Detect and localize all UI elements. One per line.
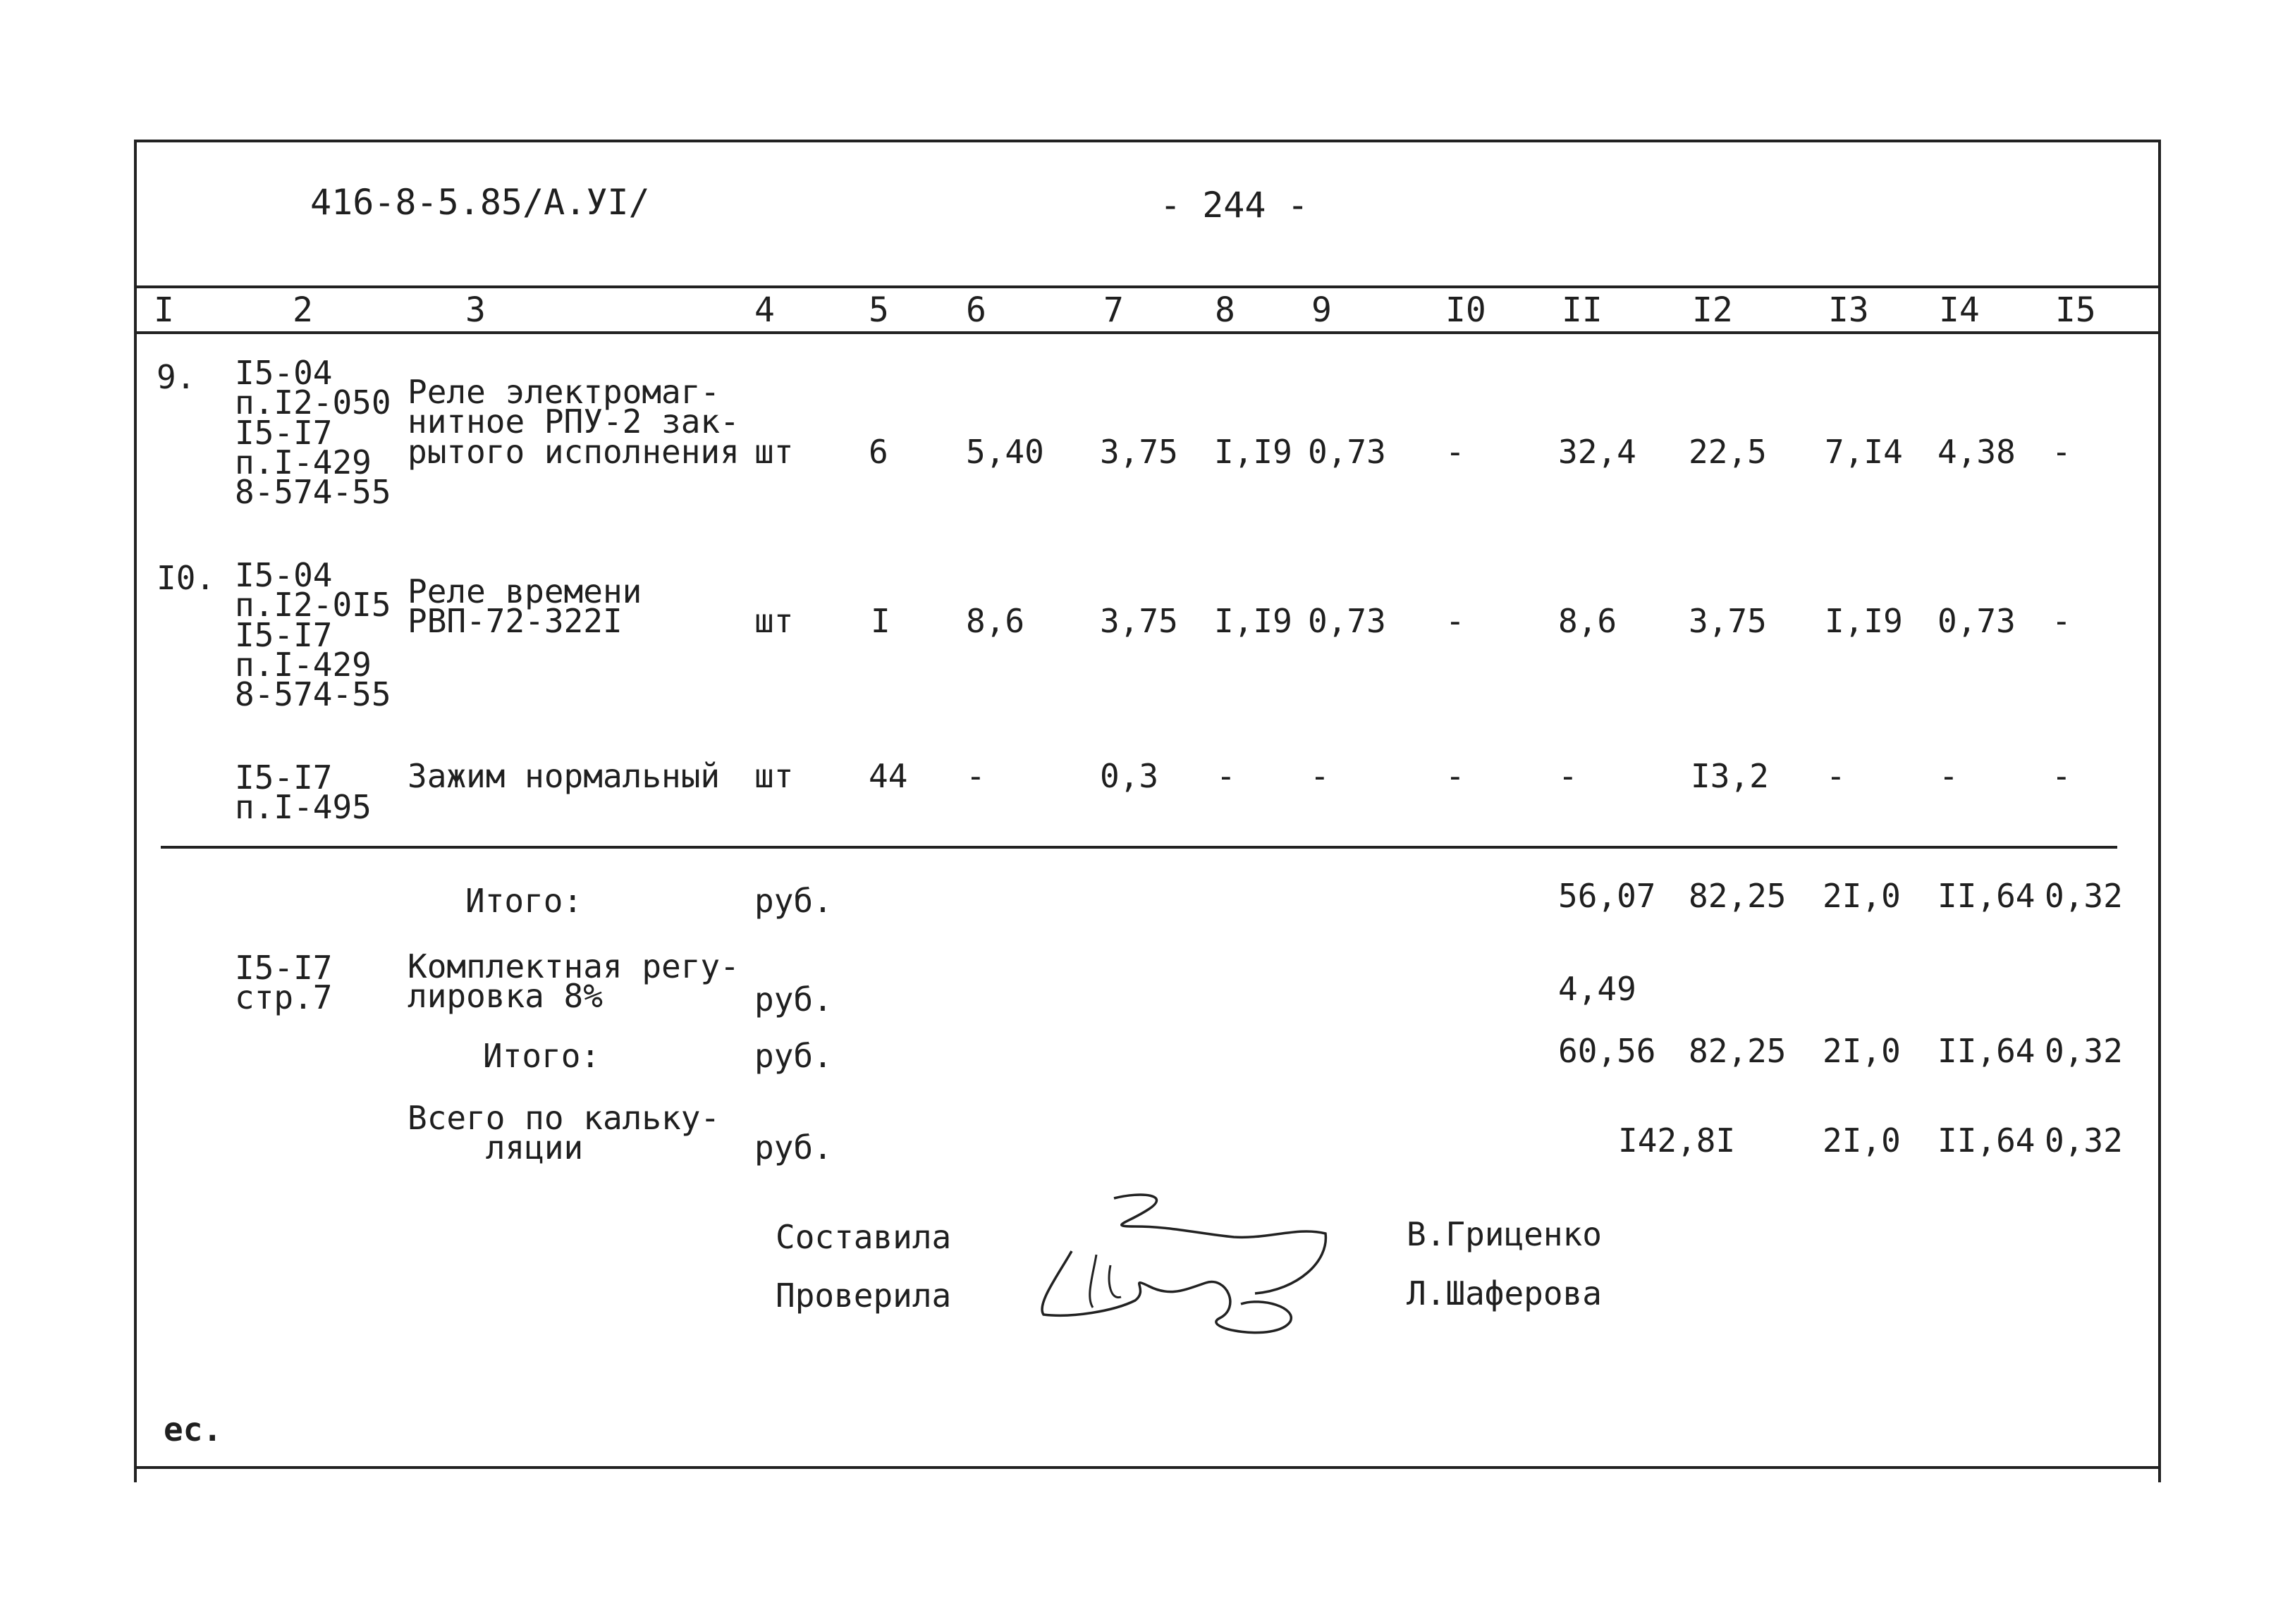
row-9-unit: шт — [754, 433, 794, 471]
row-10-col9: 0,73 — [1308, 602, 1386, 640]
row-9-col9: 0,73 — [1308, 433, 1386, 471]
row-9-name: Реле электромаг- нитное РПУ-2 зак- рытого исполнения — [408, 373, 740, 471]
itogo-1-col11: 56,07 — [1558, 877, 1656, 915]
row-10-col8: I,I9 — [1214, 602, 1292, 640]
row-10-name: Реле времени РВП-72-322I — [408, 572, 642, 641]
itogo-2-col11: 60,56 — [1558, 1032, 1656, 1070]
row-10-qty: I — [871, 602, 890, 640]
regulation-unit: руб. — [754, 980, 833, 1019]
row-10-col15: - — [2052, 602, 2071, 640]
document-code: 416-8-5.85/А.УI/ — [310, 182, 650, 223]
row-9-col15: - — [2052, 433, 2071, 471]
row-9-col7: 3,75 — [1100, 433, 1178, 471]
column-number-15: I5 — [2055, 290, 2096, 330]
row-10-col11: 8,6 — [1558, 602, 1617, 640]
itogo-1-col13: 2I,0 — [1823, 877, 1901, 915]
checked-by-label: Проверила — [776, 1277, 952, 1315]
row-9-col14: 4,38 — [1937, 433, 2016, 471]
row-10-col13: I,I9 — [1825, 602, 1903, 640]
row-clamp-code: I5-I7 п.I-495 — [235, 758, 372, 827]
column-number-13: I3 — [1828, 290, 1869, 330]
row-clamp-qty: 44 — [869, 757, 908, 795]
grand-total-col14: II,64 — [1937, 1121, 2035, 1159]
column-number-6: 6 — [966, 290, 986, 330]
itogo-2-label: Итого: — [483, 1037, 601, 1075]
column-number-1: I — [154, 290, 174, 330]
row-9-qty: 6 — [869, 433, 888, 471]
regulation-label: Комплектная регу- лировка 8% — [408, 947, 740, 1016]
row-9-code: I5-04 п.I2-050 I5-I7 п.I-429 8-574-55 — [235, 354, 391, 512]
row-clamp-col6: - — [966, 757, 986, 795]
grand-total-col11-12: I42,8I — [1618, 1121, 1736, 1159]
grand-total-col13: 2I,0 — [1823, 1121, 1901, 1159]
column-number-3: 3 — [465, 290, 486, 330]
itogo-2-col14: II,64 — [1937, 1032, 2035, 1070]
frame-top-line — [134, 140, 2161, 142]
checked-by-name: Л.Шаферова — [1407, 1274, 1602, 1312]
row-clamp-col13: - — [1826, 757, 1846, 795]
row-10-col7: 3,75 — [1100, 602, 1178, 640]
grand-total-col15: 0,32 — [2045, 1121, 2123, 1159]
row-9-col10: - — [1445, 433, 1465, 471]
column-number-11: II — [1562, 290, 1603, 330]
row-clamp-name: Зажим нормальный — [408, 757, 721, 795]
compiled-by-label: Составила — [776, 1218, 952, 1256]
itogo-2-col13: 2I,0 — [1823, 1032, 1901, 1070]
itogo-2-col15: 0,32 — [2045, 1032, 2123, 1070]
grand-total-unit: руб. — [754, 1128, 833, 1167]
column-number-2: 2 — [293, 290, 313, 330]
row-10-col12: 3,75 — [1689, 602, 1767, 640]
frame-bottom-line — [134, 1466, 2161, 1469]
page-number: - 244 - — [1160, 185, 1309, 226]
row-9-col12: 22,5 — [1689, 433, 1767, 471]
itogo-2-unit: руб. — [754, 1037, 833, 1075]
row-10-number: I0. — [157, 559, 216, 597]
column-number-5: 5 — [869, 290, 889, 330]
column-number-7: 7 — [1103, 290, 1124, 330]
column-number-12: I2 — [1692, 290, 1733, 330]
column-number-4: 4 — [754, 290, 775, 330]
itogo-1-col12: 82,25 — [1689, 877, 1787, 915]
row-10-code: I5-04 п.I2-0I5 I5-I7 п.I-429 8-574-55 — [235, 556, 391, 714]
frame-right-line — [2158, 140, 2161, 1482]
frame-left-line — [134, 140, 137, 1482]
row-9-col11: 32,4 — [1558, 433, 1636, 471]
row-clamp-col12: I3,2 — [1691, 757, 1769, 795]
footer-mark: ес. — [164, 1410, 223, 1448]
row-10-col10: - — [1445, 602, 1465, 640]
totals-separator-line — [161, 846, 2117, 849]
itogo-1-col14: II,64 — [1937, 877, 2035, 915]
compiled-by-name: В.Гриценко — [1407, 1215, 1602, 1253]
itogo-1-col15: 0,32 — [2045, 877, 2123, 915]
row-10-col14: 0,73 — [1937, 602, 2016, 640]
grand-total-label: Всего по кальку- ляции — [408, 1099, 721, 1167]
row-10-unit: шт — [754, 602, 794, 640]
column-number-8: 8 — [1215, 290, 1235, 330]
row-9-col8: I,I9 — [1214, 433, 1292, 471]
row-clamp-unit: шт — [754, 757, 794, 795]
itogo-2-col12: 82,25 — [1689, 1032, 1787, 1070]
itogo-1-label: Итого: — [465, 882, 583, 920]
handwritten-signature — [1029, 1184, 1340, 1346]
row-clamp-col14: - — [1939, 757, 1959, 795]
row-clamp-col9: - — [1310, 757, 1330, 795]
row-9-col13: 7,I4 — [1825, 433, 1903, 471]
column-header-bottom-line — [134, 331, 2161, 334]
row-clamp-col10: - — [1445, 757, 1465, 795]
row-clamp-col15: - — [2052, 757, 2071, 795]
itogo-1-unit: руб. — [754, 882, 833, 920]
column-number-9: 9 — [1311, 290, 1332, 330]
row-9-number: 9. — [157, 358, 196, 396]
column-header-top-line — [134, 285, 2161, 288]
column-number-10: I0 — [1445, 290, 1486, 330]
row-clamp-col7: 0,3 — [1100, 757, 1159, 795]
regulation-code: I5-I7 стр.7 — [235, 949, 333, 1017]
row-9-col6: 5,40 — [966, 433, 1044, 471]
row-10-col6: 8,6 — [966, 602, 1025, 640]
row-clamp-col11: - — [1558, 757, 1578, 795]
row-clamp-col8: - — [1216, 757, 1236, 795]
column-number-14: I4 — [1939, 290, 1980, 330]
regulation-col11: 4,49 — [1558, 970, 1636, 1008]
